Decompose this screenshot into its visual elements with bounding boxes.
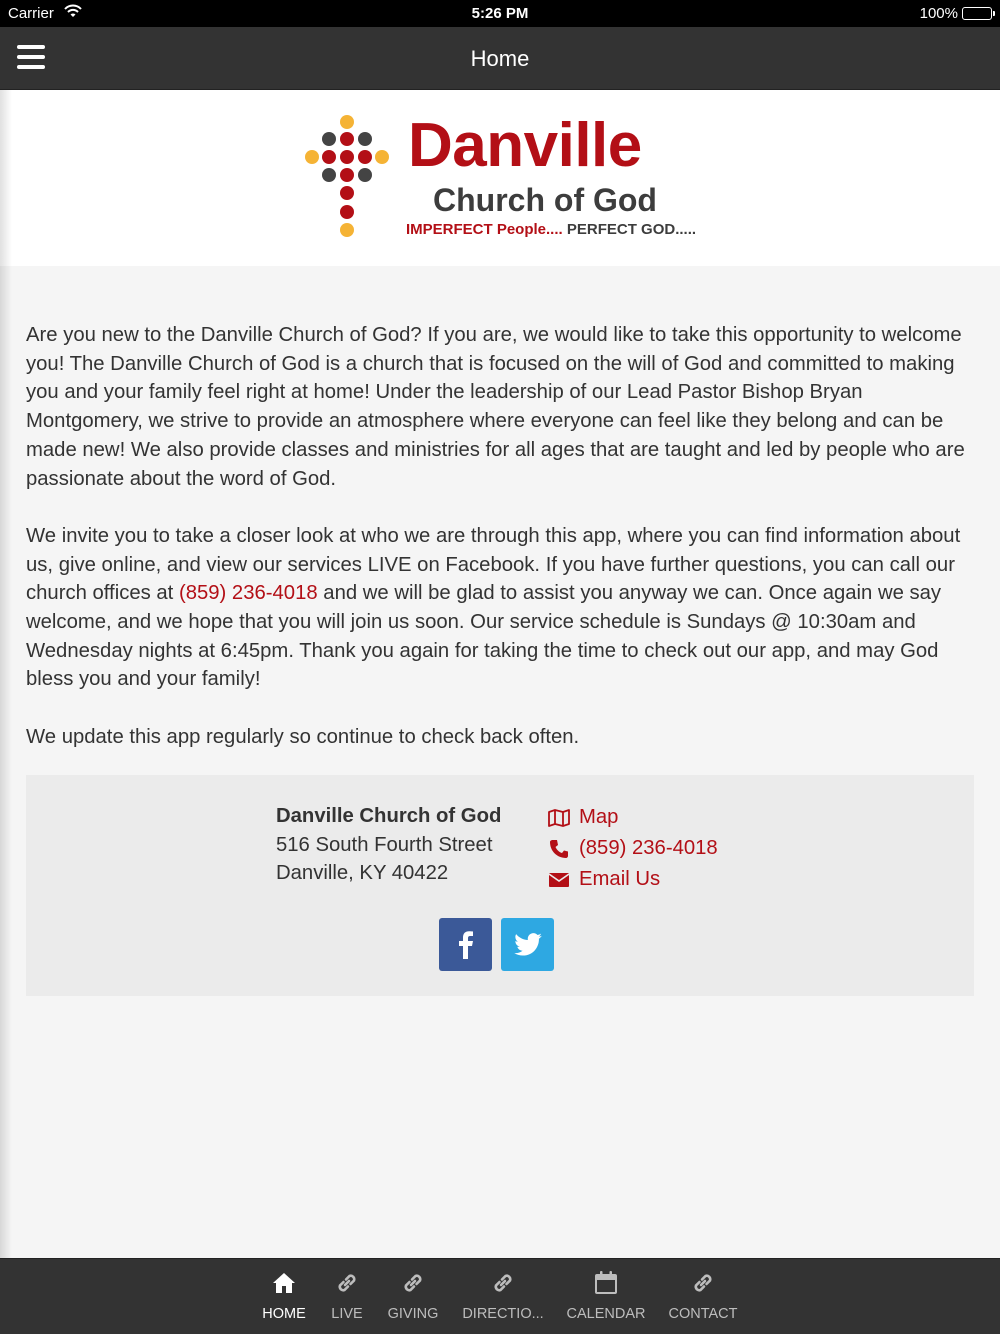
tagline-red: IMPERFECT People.... (406, 221, 563, 238)
invite-paragraph (26, 522, 976, 694)
tab-label: DIRECTIO... (462, 1306, 544, 1322)
envelope-icon (547, 870, 571, 890)
link-icon (490, 1269, 516, 1297)
cross-dots-logo-icon (300, 108, 400, 243)
battery-icon (962, 7, 992, 20)
invite-text-start: We invite you to take a closer look at who we are through this app, where you can find information about us, give online, and view our services LIVE on Facebook. If you have further questions, you can call our church offices at (26, 524, 961, 605)
street-address: 516 South Fourth Street (276, 833, 493, 856)
calendar-icon (594, 1269, 618, 1297)
city-state-zip: Danville, KY 40422 (276, 862, 449, 885)
link-icon (400, 1269, 426, 1297)
home-icon (272, 1269, 296, 1297)
email-label: Email Us (579, 868, 661, 890)
drawer-edge-shadow (0, 90, 12, 1258)
status-bar (0, 0, 1000, 27)
contact-links (547, 802, 718, 895)
map-label: Map (579, 806, 619, 828)
phone-label: (859) 236-4018 (579, 837, 718, 859)
map-link[interactable] (547, 802, 718, 833)
church-logo-banner (0, 90, 1000, 266)
phone-contact-link[interactable] (547, 833, 718, 864)
org-name: Danville Church of God (276, 805, 502, 827)
tab-label: GIVING (387, 1306, 439, 1322)
tab-calendar[interactable] (567, 1269, 645, 1322)
twitter-icon (514, 933, 542, 956)
link-icon (334, 1269, 360, 1297)
bottom-tab-bar (0, 1258, 1000, 1334)
tab-label: CALENDAR (566, 1306, 646, 1322)
social-links (439, 918, 554, 971)
carrier-label: Carrier (8, 5, 54, 22)
twitter-button[interactable] (501, 918, 554, 971)
logo-tagline (406, 221, 696, 238)
nav-bar (0, 27, 1000, 90)
map-icon (547, 808, 571, 828)
tab-directions[interactable] (464, 1269, 542, 1322)
facebook-icon (458, 931, 474, 959)
update-paragraph: We update this app regularly so continue to check back often. (26, 725, 580, 748)
phone-icon (547, 839, 571, 859)
tab-home[interactable] (262, 1269, 306, 1322)
logo-name: Danville (408, 111, 642, 180)
facebook-button[interactable] (439, 918, 492, 971)
tab-giving[interactable] (387, 1269, 439, 1322)
tab-live[interactable] (330, 1269, 364, 1322)
battery-percent: 100% (919, 5, 958, 22)
invite-text-end: and we will be glad to assist you anyway we can. Once again we say welcome, and we hope that you will join us soon. Our service schedule is Sundays @ 10:30am and Wednesday nights at 6:45pm. Thank you again for taking the time to check out our app, and may God bless you and your family! (26, 582, 942, 691)
tab-contact[interactable] (669, 1269, 737, 1322)
tab-label: LIVE (331, 1306, 363, 1322)
address-block (276, 802, 501, 888)
logo-subtitle: Church of God (433, 182, 657, 218)
welcome-paragraph: Are you new to the Danville Church of God? If you are, we would like to take this opportunity to welcome you! The Danville Church of God is a church that is focused on the will of God and committed to making you and your family feel right at home! Under the leadership of our Lead Pastor Bishop Bryan Montgomery, we strive to provide an atmosphere where everyone can feel like they belong and can be made new! We also provide classes and ministries for all ages that are taught and led by people who are passionate about the word of God. (26, 324, 965, 490)
tagline-dark: PERFECT GOD..... (562, 221, 697, 238)
link-icon (690, 1269, 716, 1297)
page-title: Home (470, 46, 530, 71)
email-link[interactable] (547, 864, 718, 895)
tab-label: HOME (262, 1306, 306, 1322)
tab-label: CONTACT (668, 1306, 738, 1322)
contact-footer (26, 775, 974, 996)
welcome-content (26, 321, 976, 780)
status-time: 5:26 PM (471, 5, 529, 22)
phone-link[interactable]: (859) 236-4018 (178, 582, 318, 605)
